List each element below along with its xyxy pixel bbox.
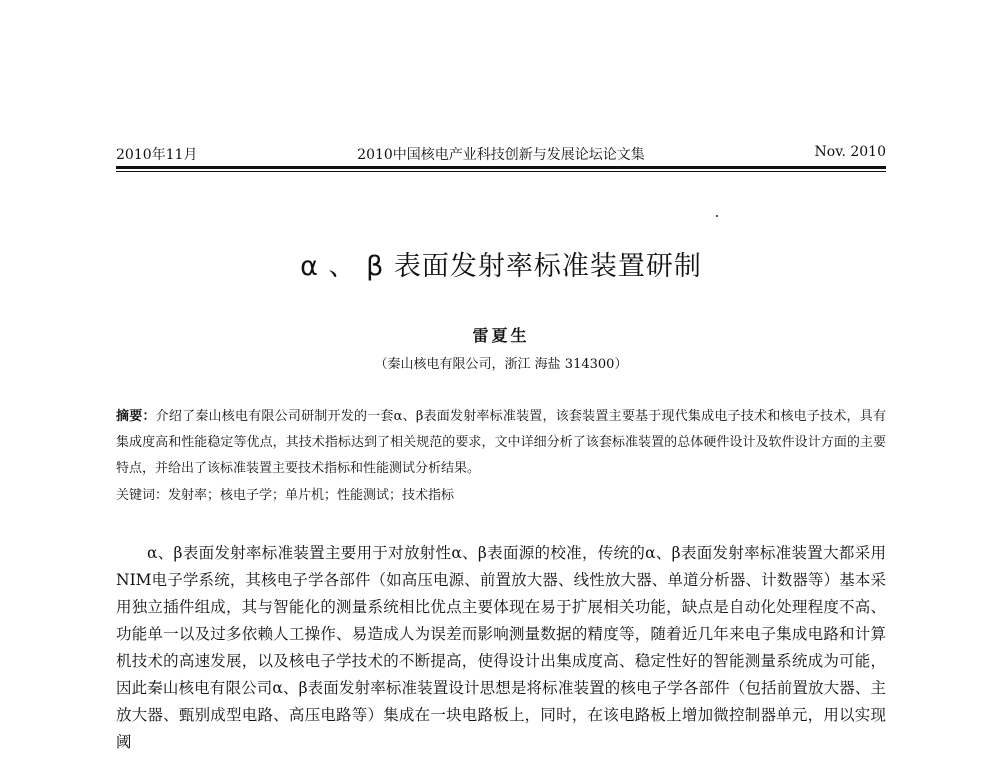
header-rule-thin: [116, 171, 886, 172]
body-paragraph: α、β表面发射率标准装置主要用于对放射性α、β表面源的校准，传统的α、β表面发射率标准装置大都采用NIM电子学系统，其核电子学各部件（如高压电源、前置放大器、线性放大器、单道分析器、计数器等）基本采用独立插件组成，其与智能化的测量系统相比优点主要体现在易于扩展相关功能，缺点是自动化处理程度不高、功能单一以及过多依赖人工操作、易造成人为误差而影响测量数据的精度等，随着近几年来电子集成电路和计算机技术的高速发展，以及核电子学技术的不断提高，使得设计出集成度高、稳定性好的智能测量系统成为可能，因此秦山核电有限公司α、β表面发射率标准装置设计思想是将标准装置的核电子学各部件（包括前置放大器、主放大器、甄别成型电路、高压电路等）集成在一块电路板上，同时，在该电路板上增加微控制器单元，用以实现阈: [116, 544, 886, 751]
author-affiliation: （秦山核电有限公司，浙江 海盐 314300）: [374, 357, 628, 372]
paper-author: 雷夏生: [472, 326, 530, 345]
abstract-label: 摘要：: [116, 409, 156, 424]
paper-title: α 、 β 表面发射率标准装置研制: [300, 251, 702, 282]
scan-speck: [716, 215, 718, 217]
header-date-en: Nov. 2010: [814, 144, 886, 160]
keywords: [116, 484, 886, 508]
header-rule-thick: [116, 166, 886, 169]
keywords-label: 关键词：: [116, 488, 169, 503]
running-header: [116, 144, 886, 166]
header-date-cn: 2010年11月: [116, 147, 198, 163]
header-journal-title: 2010中国核电产业科技创新与发展论坛论文集: [357, 147, 645, 163]
abstract-text: 介绍了秦山核电有限公司研制开发的一套α、β表面发射率标准装置，该套装置主要基于现代集成电子技术和核电子技术，具有集成度高和性能稳定等优点，其技术指标达到了相关规范的要求，文中详细分析了该套标准装置的总体硬件设计及软件设计方面的主要特点，并给出了该标准装置主要技术指标和性能测试分析结果。: [116, 409, 886, 476]
keywords-text: 发射率；核电子学；单片机；性能测试；技术指标: [168, 488, 455, 503]
abstract: [116, 404, 886, 482]
